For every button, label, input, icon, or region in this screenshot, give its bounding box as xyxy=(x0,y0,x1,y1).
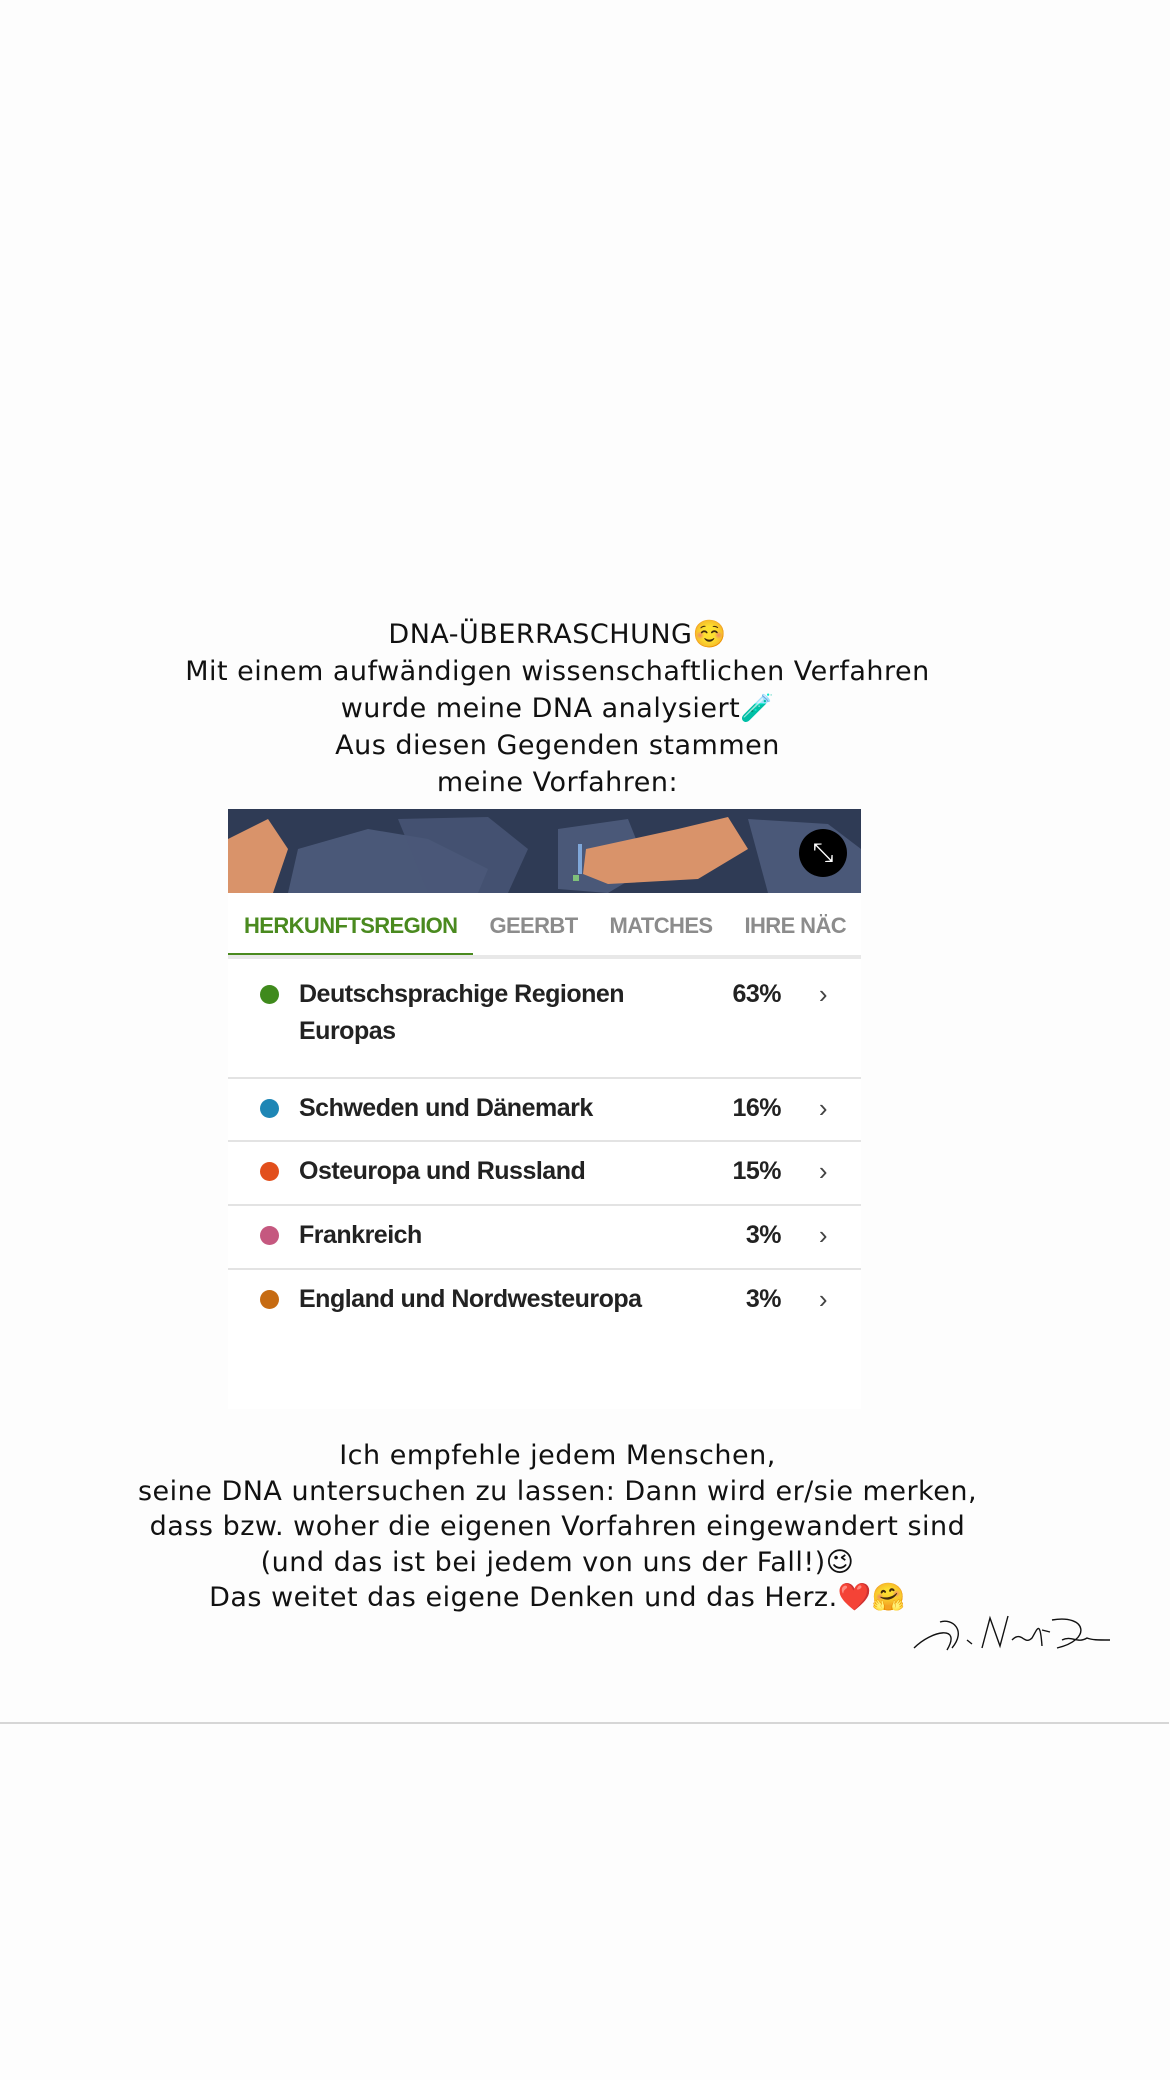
world-map-graphic xyxy=(228,809,861,893)
chevron-right-icon[interactable]: › xyxy=(818,1093,827,1123)
region-color-dot xyxy=(260,1226,279,1245)
tab-herkunftsregion[interactable]: HERKUNFTSREGION xyxy=(228,893,473,955)
chevron-right-icon[interactable]: › xyxy=(818,1156,827,1186)
region-color-dot xyxy=(260,1162,279,1181)
region-name: Schweden und Dänemark xyxy=(299,1094,593,1122)
region-row[interactable] xyxy=(228,1268,861,1332)
handwritten-signature xyxy=(912,1610,1112,1656)
caption-line: Mit einem aufwändigen wissenschaftlichen Verfahren xyxy=(185,656,930,687)
tab-ihre-naechsten[interactable]: IHRE NÄC xyxy=(744,913,847,938)
region-percent: 3% xyxy=(745,1221,781,1249)
caption-line: seine DNA untersuchen zu lassen: Dann wird er/sie merken, xyxy=(137,1475,978,1507)
caption-line: dass bzw. woher die eigenen Vorfahren eingewandert sind xyxy=(149,1511,966,1542)
caption-line: Aus diesen Gegenden stammen xyxy=(335,730,780,761)
chevron-right-icon[interactable]: › xyxy=(818,979,827,1009)
tab-bar xyxy=(228,893,861,959)
caption-title: DNA-ÜBERRASCHUNG☺️ xyxy=(388,619,727,650)
region-color-dot xyxy=(260,985,279,1004)
region-row[interactable] xyxy=(228,1140,861,1206)
closing-caption xyxy=(0,1438,1115,1616)
region-row[interactable] xyxy=(228,959,861,1079)
caption-line: wurde meine DNA analysiert🧪 xyxy=(340,693,775,724)
expand-arrows-icon[interactable]: ⤡ xyxy=(799,829,847,877)
region-name: England und Nordwesteuropa xyxy=(299,1285,642,1313)
region-percent: 16% xyxy=(732,1094,781,1122)
chevron-right-icon[interactable]: › xyxy=(818,1284,827,1314)
region-percent: 15% xyxy=(732,1157,781,1185)
region-color-dot xyxy=(260,1290,279,1309)
caption-line: Das weitet das eigene Denken und das Herz.❤️🤗 xyxy=(209,1582,906,1613)
tab-geerbt[interactable]: GEERBT xyxy=(489,913,578,938)
ancestry-screenshot xyxy=(228,809,861,1409)
ethnicity-map[interactable] xyxy=(228,809,861,893)
caption-line: (und das ist bei jedem von uns der Fall!)😉 xyxy=(260,1546,855,1578)
region-row[interactable] xyxy=(228,1077,861,1142)
region-name: Deutschsprachige Regionen Europas xyxy=(299,980,625,1045)
region-name: Frankreich xyxy=(299,1221,422,1249)
region-color-dot xyxy=(260,1099,279,1118)
intro-caption xyxy=(0,616,1115,801)
caption-line: meine Vorfahren: xyxy=(436,767,679,798)
chevron-right-icon[interactable]: › xyxy=(818,1220,827,1250)
tab-matches[interactable]: MATCHES xyxy=(609,913,713,938)
region-percent: 3% xyxy=(745,1285,781,1313)
region-name: Osteuropa und Russland xyxy=(299,1157,586,1185)
divider xyxy=(0,1722,1169,1724)
caption-line: Ich empfehle jedem Menschen, xyxy=(339,1440,776,1471)
region-row[interactable] xyxy=(228,1204,861,1270)
region-percent: 63% xyxy=(732,980,781,1008)
